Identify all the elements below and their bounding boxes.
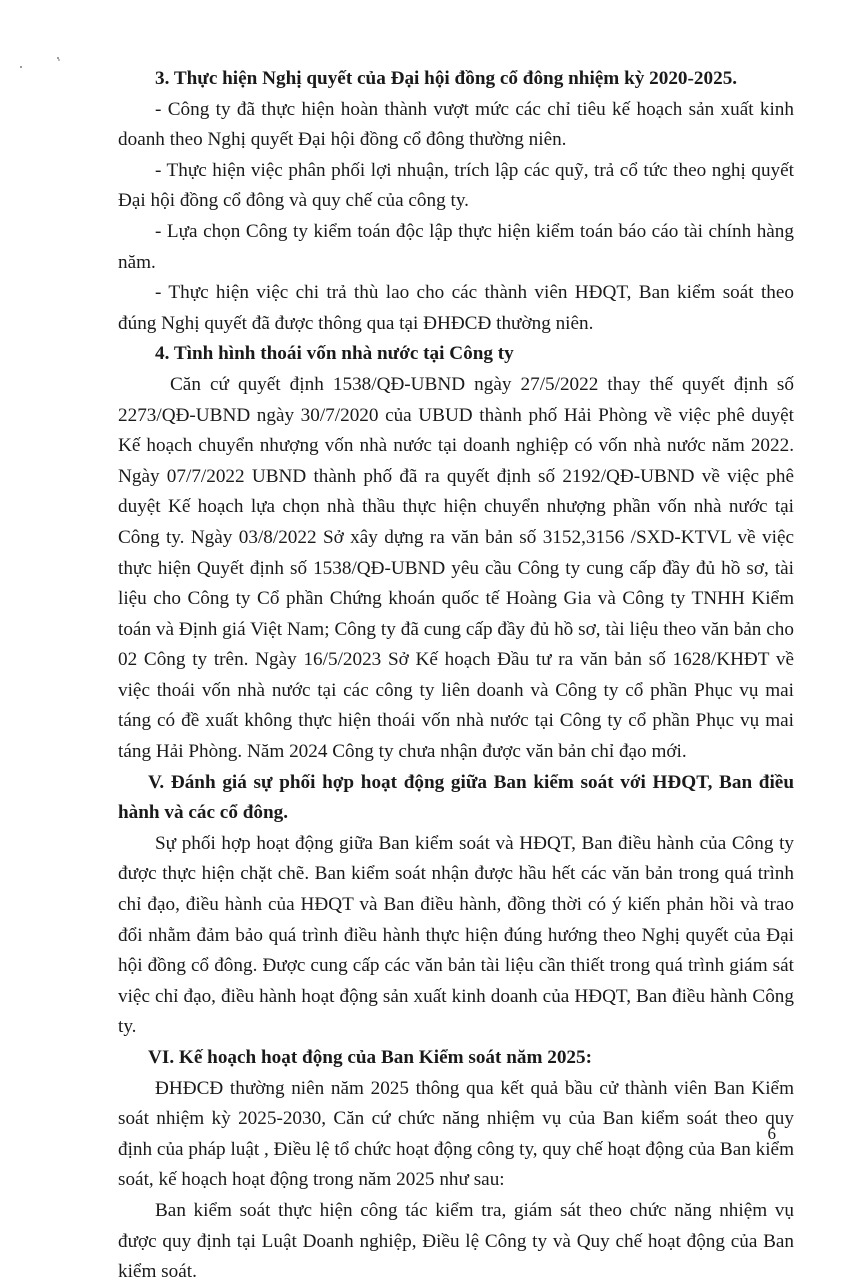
section-3-item-3: - Lựa chọn Công ty kiểm toán độc lập thực hiện kiểm toán báo cáo tài chính hàng năm.: [118, 220, 794, 273]
section-5-heading: V. Đánh giá sự phối hợp hoạt động giữa Ban kiểm soát với HĐQT, Ban điều hành và các cổ đông.: [118, 771, 794, 824]
section-3-heading: 3. Thực hiện Nghị quyết của Đại hội đồng cổ đông nhiệm kỳ 2020-2025.: [155, 68, 738, 89]
section-5-body: Sự phối hợp hoạt động giữa Ban kiểm soát và HĐQT, Ban điều hành của Công ty được thực hiện chặt chẽ. Ban kiểm soát nhận được hầu hết các văn bản trong quá trình chỉ đạo, điều hành của HĐQT và Ban điều hành, đồng thời có ý kiến phản hồi và trao đổi nhằm đảm bảo quá trình điều hành thực hiện đúng hướng theo Nghị quyết của Đại hội đồng cổ đông. Được cung cấp các văn bản tài liệu cần thiết trong quá trình giám sát việc chỉ đạo, điều hành hoạt động sản xuất kinh doanh của HĐQT, Ban điều hành Công ty.: [118, 832, 794, 1038]
section-6-body-1: ĐHĐCĐ thường niên năm 2025 thông qua kết quả bầu cử thành viên Ban Kiểm soát nhiệm kỳ 2025-2030, Căn cứ chức năng nhiệm vụ của Ban kiểm soát theo quy định của pháp luật , Điều lệ tổ chức hoạt động công ty, quy chế hoạt động của Ban kiểm soát, kế hoạch hoạt động trong năm 2025 như sau:: [118, 1077, 794, 1191]
section-3-item-2: - Thực hiện việc phân phối lợi nhuận, trích lập các quỹ, trả cổ tức theo nghị quyết Đại hội đồng cổ đông và quy chế của công ty.: [118, 159, 794, 212]
section-4-heading: 4. Tình hình thoái vốn nhà nước tại Công ty: [155, 343, 514, 365]
section-6-body-2: Ban kiểm soát thực hiện công tác kiểm tra, giám sát theo chức năng nhiệm vụ được quy định tại Luật Doanh nghiệp, Điều lệ Công ty và Quy chế hoạt động của Ban kiểm soát.: [118, 1199, 794, 1283]
section-3-item-4: - Thực hiện việc chi trả thù lao cho các thành viên HĐQT, Ban kiểm soát theo đúng Nghị quyết đã được thông qua tại ĐHĐCĐ thường niên.: [118, 282, 794, 334]
document-body: [118, 64, 794, 1288]
page-number: 6: [767, 1124, 776, 1143]
section-3-item-1: - Công ty đã thực hiện hoàn thành vượt mức các chỉ tiêu kế hoạch sản xuất kinh doanh theo Nghị quyết Đại hội đồng cổ đông thường niên.: [118, 98, 794, 151]
scan-marks: [18, 55, 68, 75]
section-6-heading: VI. Kế hoạch hoạt động của Ban Kiểm soát năm 2025:: [148, 1047, 593, 1068]
section-4-body: Căn cứ quyết định 1538/QĐ-UBND ngày 27/5/2022 thay thế quyết định số 2273/QĐ-UBND ngày 30/7/2020 của UBUD thành phố Hải Phòng về việc phê duyệt Kế hoạch chuyển nhượng vốn nhà nước tại doanh nghiệp có vốn nhà nước năm 2022. Ngày 07/7/2022 UBND thành phố đã ra quyết định số 2192/QĐ-UBND về việc phê duyệt Kế hoạch lựa chọn nhà thầu thực hiện chuyển nhượng phần vốn nhà nước tại Công ty. Ngày 03/8/2022 Sở xây dựng ra văn bản số 3152,3156 /SXD-KTVL về việc thực hiện Quyết định số 1538/QĐ-UBND yêu cầu Công ty cung cấp đầy đủ hồ sơ, tài liệu cho Công ty Cổ phần Chứng khoán quốc tế Hoàng Gia và Công ty TNHH Kiểm toán và Định giá Việt Nam; Công ty đã cung cấp đầy đủ hồ sơ, tài liệu theo văn bản cho 02 Công ty trên. Ngày 16/5/2023 Sở Kế hoạch Đầu tư ra văn bản số 1628/KHĐT về việc thoái vốn nhà nước tại các công ty liên doanh và Công ty cổ phần Phục vụ mai táng có đề xuất không thực hiện thoái vốn nhà nước tại Công ty cổ phần Phục vụ mai táng Hải Phòng. Năm 2024 Công ty chưa nhận được văn bản chỉ đạo mới.: [118, 373, 794, 763]
